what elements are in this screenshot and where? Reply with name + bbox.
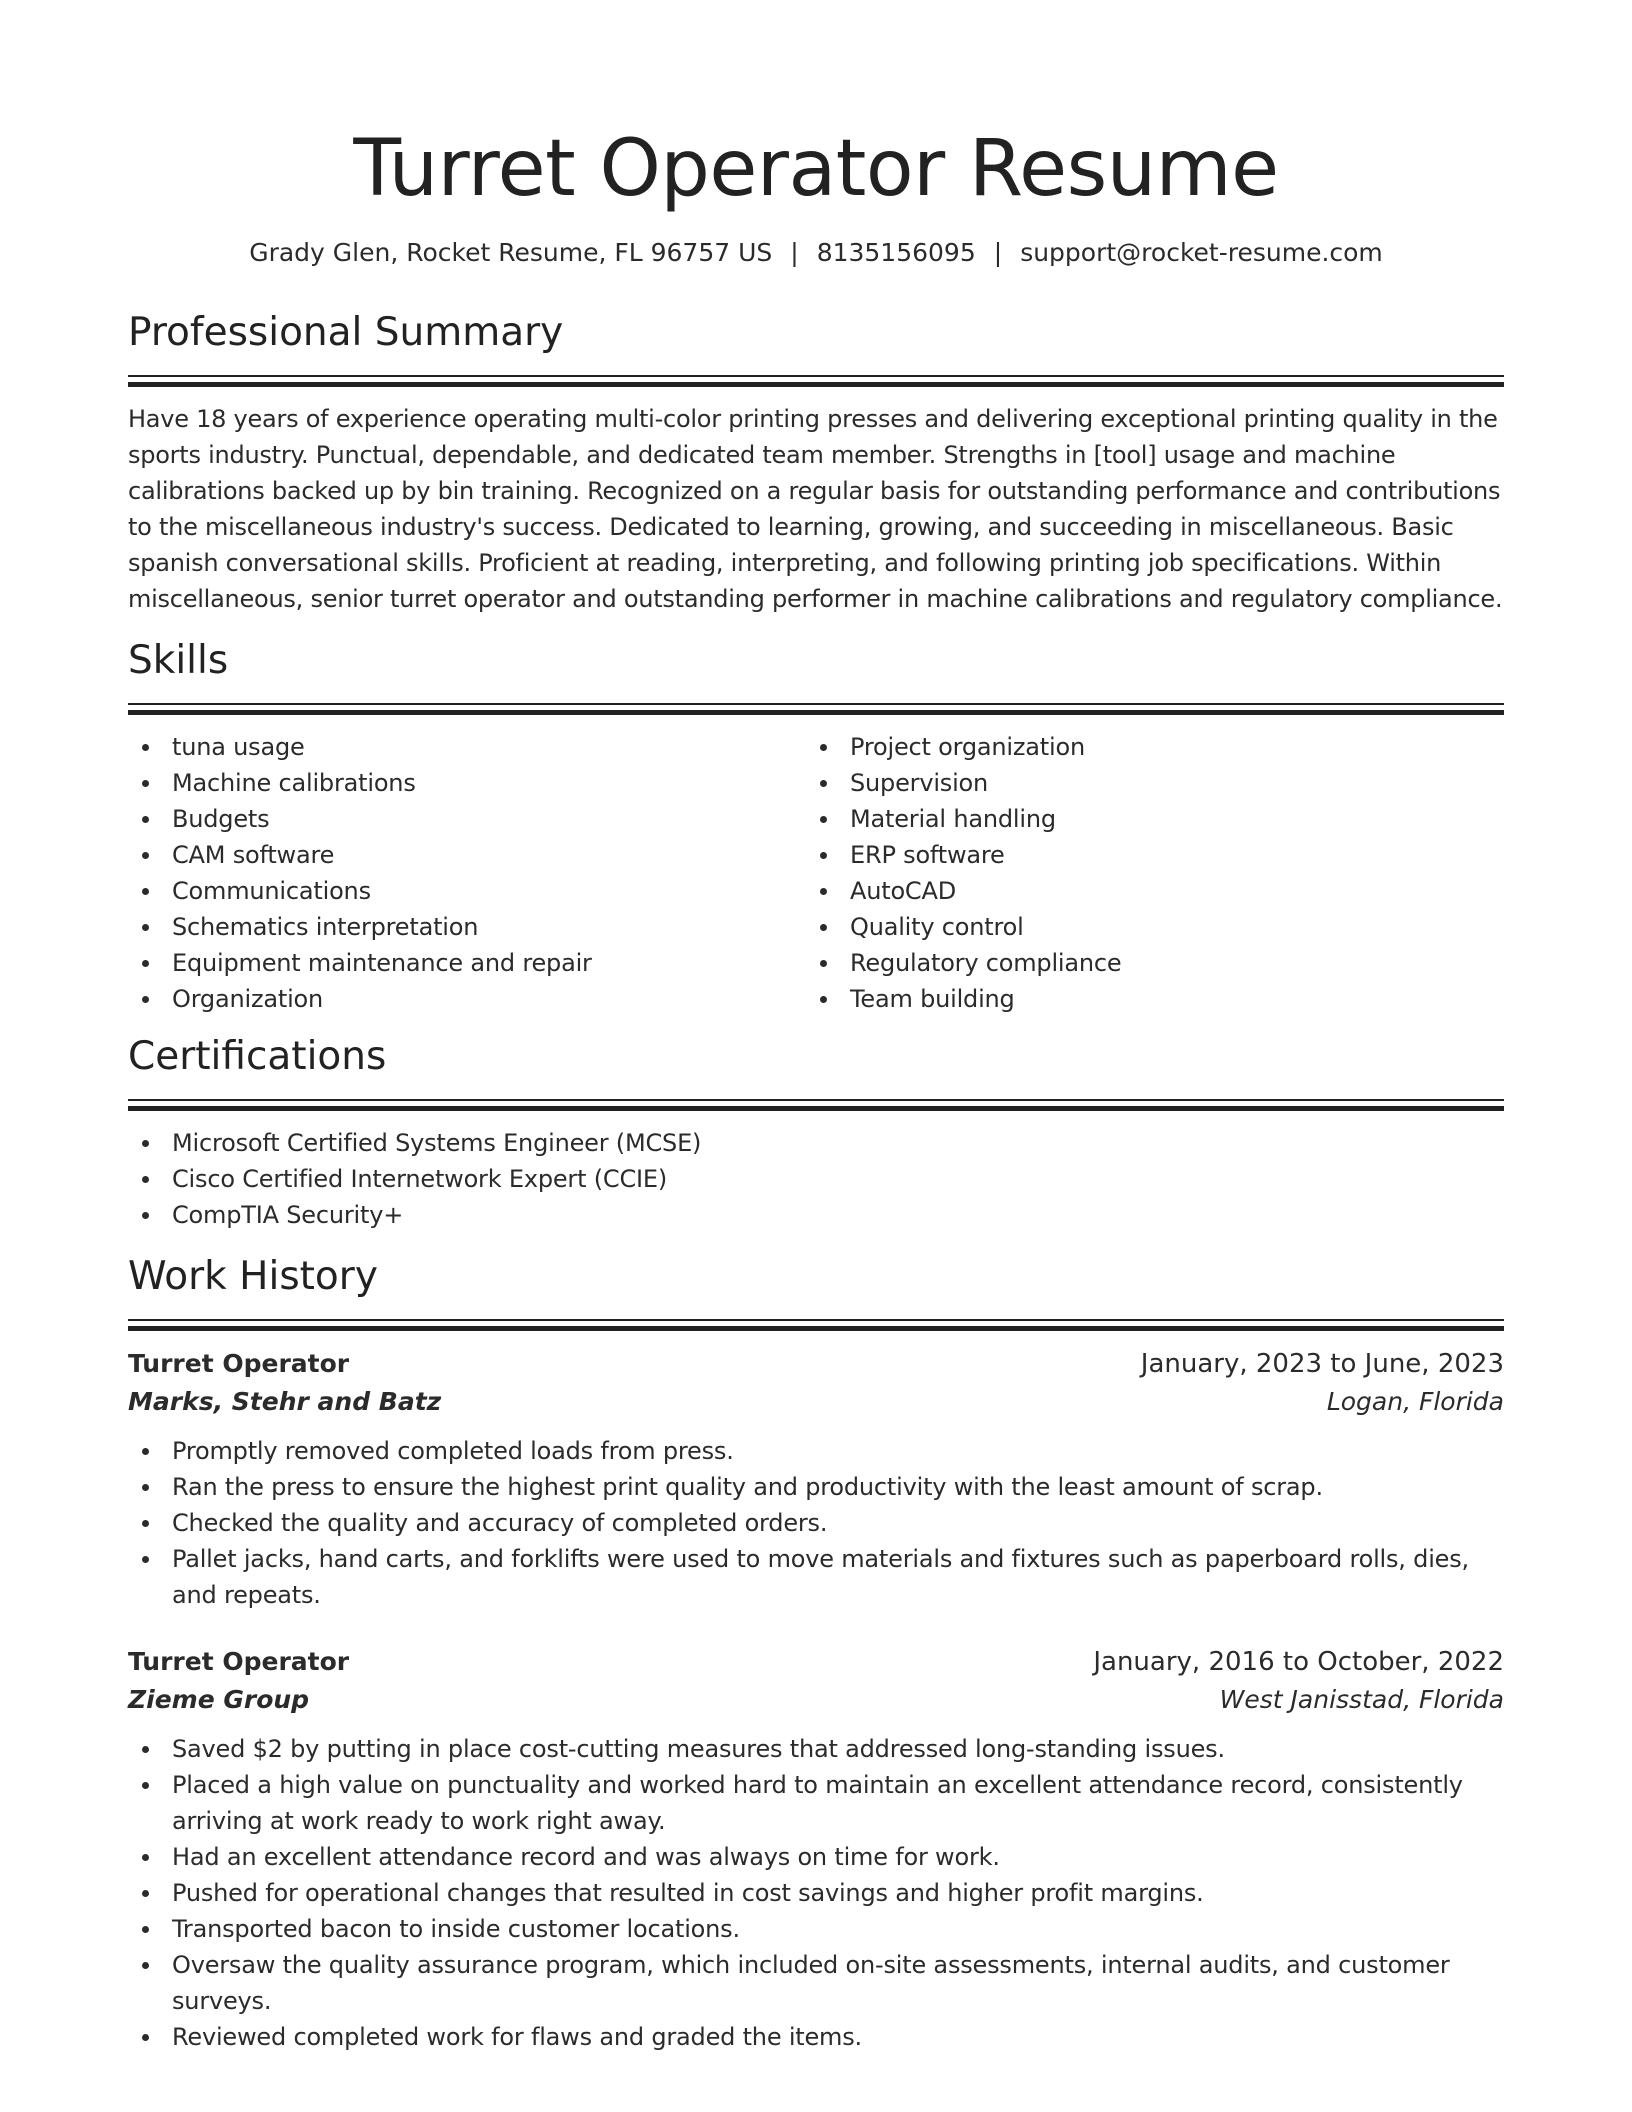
- job-subheader-row: [128, 1383, 1504, 1421]
- section-divider: [128, 1319, 1504, 1331]
- job-bullets: [128, 1731, 1504, 2055]
- job-bullets: [128, 1433, 1504, 1613]
- job-bullet: Oversaw the quality assurance program, which included on-site assessments, internal audits, and customer surveys.: [128, 1947, 1504, 2019]
- job-title: Turret Operator: [128, 1349, 350, 1378]
- job-entry: [128, 1345, 1504, 1613]
- job-title: Turret Operator: [128, 1647, 350, 1676]
- skill-item: Regulatory compliance: [806, 945, 1484, 981]
- work-history-section: [128, 1253, 1504, 2055]
- skill-item: tuna usage: [128, 729, 806, 765]
- contact-email: support@rocket-resume.com: [1020, 238, 1383, 267]
- job-location: West Janisstad, Florida: [1219, 1685, 1504, 1714]
- skills-section: [128, 637, 1504, 1017]
- summary-text: Have 18 years of experience operating multi-color printing presses and delivering exceptional printing quality in the sports industry. Punctual, dependable, and dedicated team member. Strengths in [tool] usage and machine calibrations backed up by bin training. Recognized on a regular basis for outstanding performance and contributions to the miscellaneous industry's success. Dedicated to learning, growing, and succeeding in miscellaneous. Basic spanish conversational skills. Proficient at reading, interpreting, and following printing job specifications. Within miscellaneous, senior turret operator and outstanding performer in machine calibrations and regulatory compliance.: [128, 405, 1503, 613]
- skills-grid: [128, 729, 1504, 1017]
- skill-item: Equipment maintenance and repair: [128, 945, 806, 981]
- summary-section: [128, 309, 1504, 617]
- skills-list-right: [806, 729, 1484, 1017]
- job-bullet: Ran the press to ensure the highest print quality and productivity with the least amount of scrap.: [128, 1469, 1504, 1505]
- skill-item: Material handling: [806, 801, 1484, 837]
- job-bullet: Saved $2 by putting in place cost-cutting measures that addressed long-standing issues.: [128, 1731, 1504, 1767]
- job-subheader-row: [128, 1681, 1504, 1719]
- skill-item: Communications: [128, 873, 806, 909]
- job-bullet: Promptly removed completed loads from press.: [128, 1433, 1504, 1469]
- job-bullet: Placed a high value on punctuality and worked hard to maintain an excellent attendance record, consistently arriving at work ready to work right away.: [128, 1767, 1504, 1839]
- job-bullet: Checked the quality and accuracy of completed orders.: [128, 1505, 1504, 1541]
- certifications-section: [128, 1033, 1504, 1233]
- skills-list-left: [128, 729, 806, 1017]
- skill-item: Team building: [806, 981, 1484, 1017]
- certification-item: CompTIA Security+: [128, 1197, 1504, 1233]
- skills-heading: Skills: [128, 638, 229, 683]
- job-company: Marks, Stehr and Batz: [128, 1387, 442, 1416]
- summary-heading: Professional Summary: [128, 310, 564, 355]
- skill-item: Budgets: [128, 801, 806, 837]
- job-bullet: Pushed for operational changes that resulted in cost savings and higher profit margins.: [128, 1875, 1504, 1911]
- job-dates: January, 2023 to June, 2023: [1140, 1349, 1504, 1379]
- skill-item: CAM software: [128, 837, 806, 873]
- contact-separator: |: [790, 238, 799, 267]
- skill-item: Machine calibrations: [128, 765, 806, 801]
- job-header-row: [128, 1643, 1504, 1681]
- resume-title: Turret Operator Resume: [353, 124, 1279, 214]
- job-bullet: Reviewed completed work for flaws and graded the items.: [128, 2019, 1504, 2055]
- job-location: Logan, Florida: [1326, 1387, 1504, 1416]
- job-bullet: Transported bacon to inside customer locations.: [128, 1911, 1504, 1947]
- resume-page: [128, 0, 1504, 2055]
- contact-line: [128, 235, 1504, 271]
- certification-item: Microsoft Certified Systems Engineer (MCSE): [128, 1125, 1504, 1161]
- section-divider: [128, 1099, 1504, 1111]
- section-divider: [128, 703, 1504, 715]
- skill-item: Schematics interpretation: [128, 909, 806, 945]
- skill-item: ERP software: [806, 837, 1484, 873]
- contact-separator: |: [993, 238, 1003, 267]
- skill-item: AutoCAD: [806, 873, 1484, 909]
- contact-address: Grady Glen, Rocket Resume, FL 96757 US: [249, 238, 773, 267]
- skill-item: Supervision: [806, 765, 1484, 801]
- contact-phone: 8135156095: [816, 238, 976, 267]
- job-header-row: [128, 1345, 1504, 1383]
- work-history-heading: Work History: [128, 1254, 378, 1299]
- skill-item: Organization: [128, 981, 806, 1017]
- job-bullet: Had an excellent attendance record and was always on time for work.: [128, 1839, 1504, 1875]
- skill-item: Project organization: [806, 729, 1484, 765]
- job-company: Zieme Group: [128, 1685, 310, 1714]
- job-entry: [128, 1643, 1504, 2055]
- job-dates: January, 2016 to October, 2022: [1093, 1647, 1504, 1677]
- section-divider: [128, 375, 1504, 387]
- certification-item: Cisco Certified Internetwork Expert (CCIE): [128, 1161, 1504, 1197]
- skill-item: Quality control: [806, 909, 1484, 945]
- job-bullet: Pallet jacks, hand carts, and forklifts were used to move materials and fixtures such as paperboard rolls, dies, and repeats.: [128, 1541, 1504, 1613]
- certifications-heading: Certifications: [128, 1034, 387, 1079]
- certifications-list: [128, 1125, 1504, 1233]
